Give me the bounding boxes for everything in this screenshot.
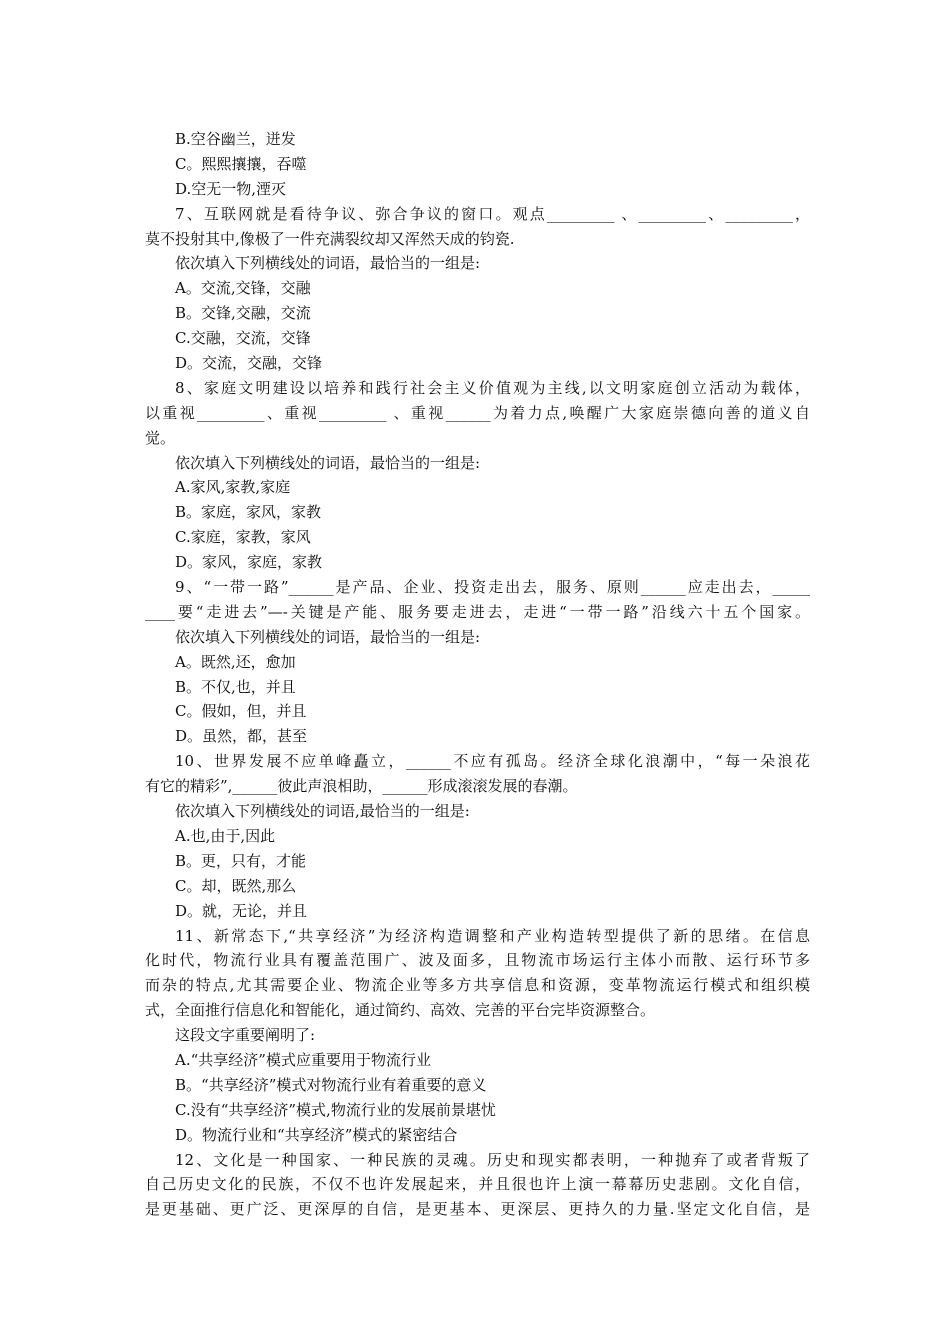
text-line: 这段文字重要阐明了: [175, 1026, 316, 1045]
text-line: 以重视_________、重视_________ 、重视______为着力点,唤醒广大家庭崇德向善的道义自 [145, 403, 810, 422]
text-line: 11、新常态下,“共享经济”为经济构造调整和产业构造转型提供了新的思绪。在信息 [175, 926, 810, 945]
text-line: 是更基础、更广泛、更深厚的自信，是更基本、更深层、更持久的力量.坚定文化自信，是 [145, 1200, 810, 1219]
text-line: C.交融，交流，交锋 [175, 329, 311, 348]
text-line: 而杂的特点,尤其需要企业、物流企业等多方共享信息和资源，变革物流运行模式和组织模 [145, 976, 810, 995]
text-line: B。不仅,也，并且 [175, 677, 296, 696]
text-line: ____要“走进去”—-关键是产能、服务要走进去，走进“一带一路”沿线六十五个国家。 [145, 602, 810, 621]
text-line: 式，全面推行信息化和智能化，通过简约、高效、完善的平台完毕资源整合。 [145, 1001, 656, 1020]
text-line: A.家风,家教,家庭 [175, 478, 291, 497]
text-line: C。却，既然,那么 [175, 876, 297, 895]
text-line: D。虽然，都，甚至 [175, 727, 308, 746]
text-line: C。熙熙攘攘，吞噬 [175, 154, 307, 173]
text-line: 化时代，物流行业具有覆盖范围广、波及面多，且物流市场运行主体小而散、运行环节多 [145, 951, 810, 970]
text-line: D.空无一物,湮灭 [175, 179, 287, 198]
text-line: A.也,由于,因此 [175, 826, 276, 845]
text-line: D。就，无论，并且 [175, 901, 308, 920]
text-line: 12、文化是一种国家、一种民族的灵魂。历史和现实都表明，一种抛弃了或者背叛了 [175, 1150, 810, 1169]
text-line: 9、“一带一路”______是产品、企业、投资走出去，服务、原则______应走出去，_____ [175, 578, 810, 597]
text-line: 自己历史文化的民族，不仅不也许发展起来，并且很也许上演一幕幕历史悲剧。文化自信， [145, 1175, 810, 1194]
text-line: 依次填入下列横线处的词语，最恰当的一组是: [175, 453, 481, 472]
text-line: B。“共享经济”模式对物流行业有着重要的意义 [175, 1075, 487, 1094]
text-line: B。更，只有，才能 [175, 851, 307, 870]
text-line: D。家风，家庭，家教 [175, 553, 323, 572]
text-line: 有它的精彩”,______彼此声浪相助，______形成滚滚发展的春潮。 [145, 777, 578, 796]
text-line: C.家庭，家教，家风 [175, 528, 311, 547]
text-line: B。交锋,交融，交流 [175, 304, 311, 323]
text-line: 7、互联网就是看待争议、弥合争议的窗口。观点_________ 、_________、_________， [175, 204, 810, 223]
text-line: 10、世界发展不应单峰矗立，______不应有孤岛。经济全球化浪潮中，“每一朵浪花 [175, 752, 810, 771]
text-line: 8、家庭文明建设以培养和践行社会主义价值观为主线,以文明家庭创立活动为载体， [175, 378, 810, 397]
text-line: D。物流行业和“共享经济”模式的紧密结合 [175, 1125, 458, 1144]
text-line: C.没有“共享经济”模式,物流行业的发展前景堪忧 [175, 1100, 496, 1119]
text-line: C。假如，但，并且 [175, 702, 307, 721]
text-line: B。家庭，家风，家教 [175, 503, 322, 522]
document-page [145, 127, 810, 1222]
text-line: 依次填入下列横线处的词语，最恰当的一组是: [175, 254, 481, 273]
text-line: A。既然,还，愈加 [175, 652, 296, 671]
text-line: A.“共享经济”模式应重要用于物流行业 [175, 1050, 431, 1069]
text-line: B.空谷幽兰，迸发 [175, 130, 296, 148]
text-line: 莫不投射其中,像极了一件充满裂纹却又浑然天成的钧瓷. [145, 229, 515, 248]
text-line: D。交流，交融，交锋 [175, 354, 323, 373]
text-line: 觉。 [145, 428, 176, 447]
text-line: 依次填入下列横线处的词语,最恰当的一组是: [175, 802, 470, 821]
text-line: A。交流,交锋，交融 [175, 279, 311, 298]
text-line: 依次填入下列横线处的词语，最恰当的一组是: [175, 627, 481, 646]
